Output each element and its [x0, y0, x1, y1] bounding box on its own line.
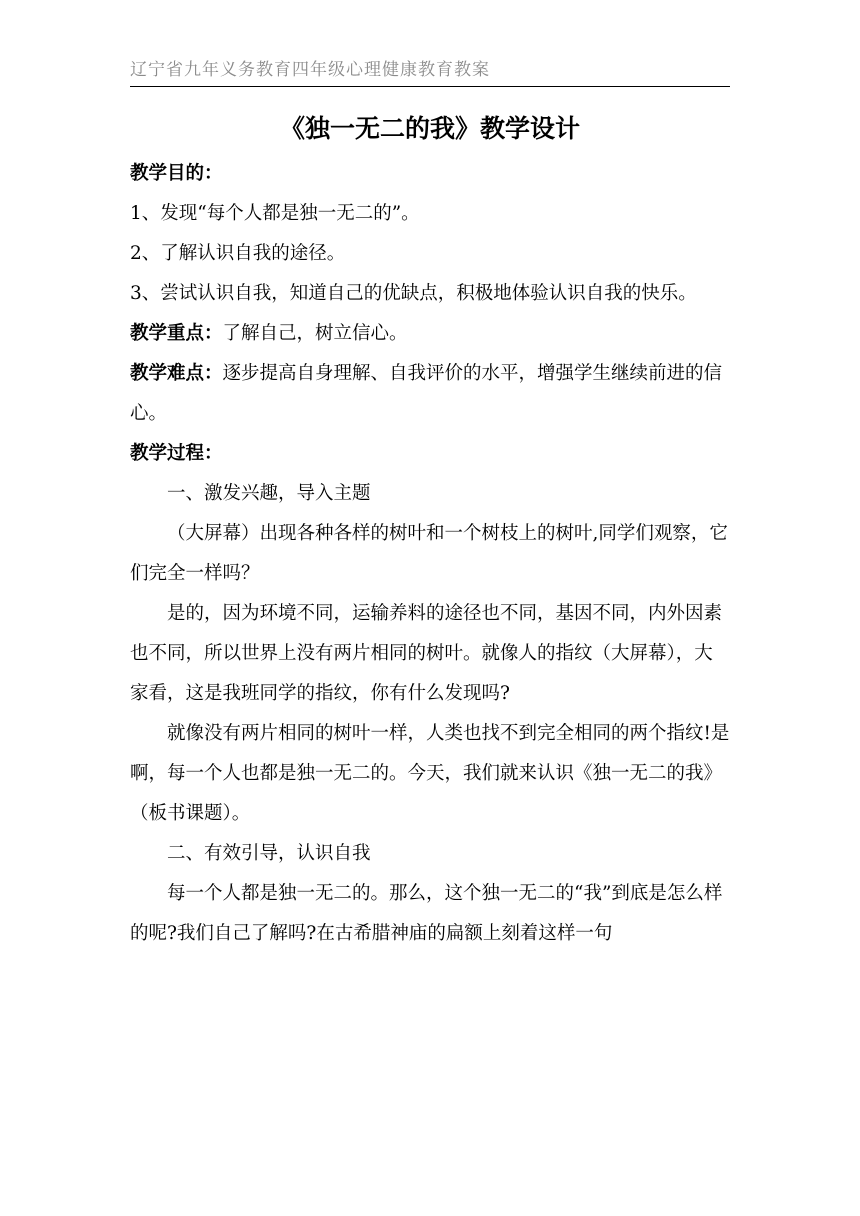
paragraph: 每一个人都是独一无二的。那么，这个独一无二的“我”到底是怎么样的呢?我们自己了解吗?在古希腊神庙的扁额上刻着这样一句 [130, 883, 723, 944]
document-body [130, 154, 730, 954]
page-header: 辽宁省九年义务教育四年级心理健康教育教案 [130, 58, 730, 87]
difficulty-label: 教学难点： [130, 363, 223, 384]
section-heading-1: 一、激发兴趣，导入主题 [167, 483, 371, 504]
section-heading-2: 二、有效引导，认识自我 [167, 843, 371, 864]
difficulty [130, 354, 730, 434]
key-point-text: 了解自己，树立信心。 [222, 323, 408, 344]
difficulty-text: 逐步提高自身理解、自我评价的水平，增强学生继续前进的信心。 [130, 363, 723, 424]
paragraph: （大屏幕）出现各种各样的树叶和一个树枝上的树叶,同学们观察，它们完全一样吗？ [130, 523, 728, 584]
objectives-heading: 教学目的： [130, 163, 223, 184]
document-title: 《独一无二的我》教学设计 [279, 114, 580, 143]
objective-item: 3、尝试认识自我，知道自己的优缺点，积极地体验认识自我的快乐。 [130, 283, 697, 304]
key-point [130, 314, 730, 354]
paragraph: 就像没有两片相同的树叶一样，人类也找不到完全相同的两个指纹!是啊，每一个人也都是独一无二的。今天，我们就来认识《独一无二的我》（板书课题）。 [130, 723, 730, 824]
objective-item: 1、发现“每个人都是独一无二的”。 [130, 203, 420, 224]
objective-item: 2、了解认识自我的途径。 [130, 243, 346, 264]
process-heading: 教学过程： [130, 443, 223, 464]
key-point-label: 教学重点： [130, 323, 223, 344]
paragraph: 是的，因为环境不同，运输养料的途径也不同，基因不同，内外因素也不同，所以世界上没有两片相同的树叶。就像人的指纹（大屏幕），大家看，这是我班同学的指纹，你有什么发现吗? [130, 603, 723, 704]
